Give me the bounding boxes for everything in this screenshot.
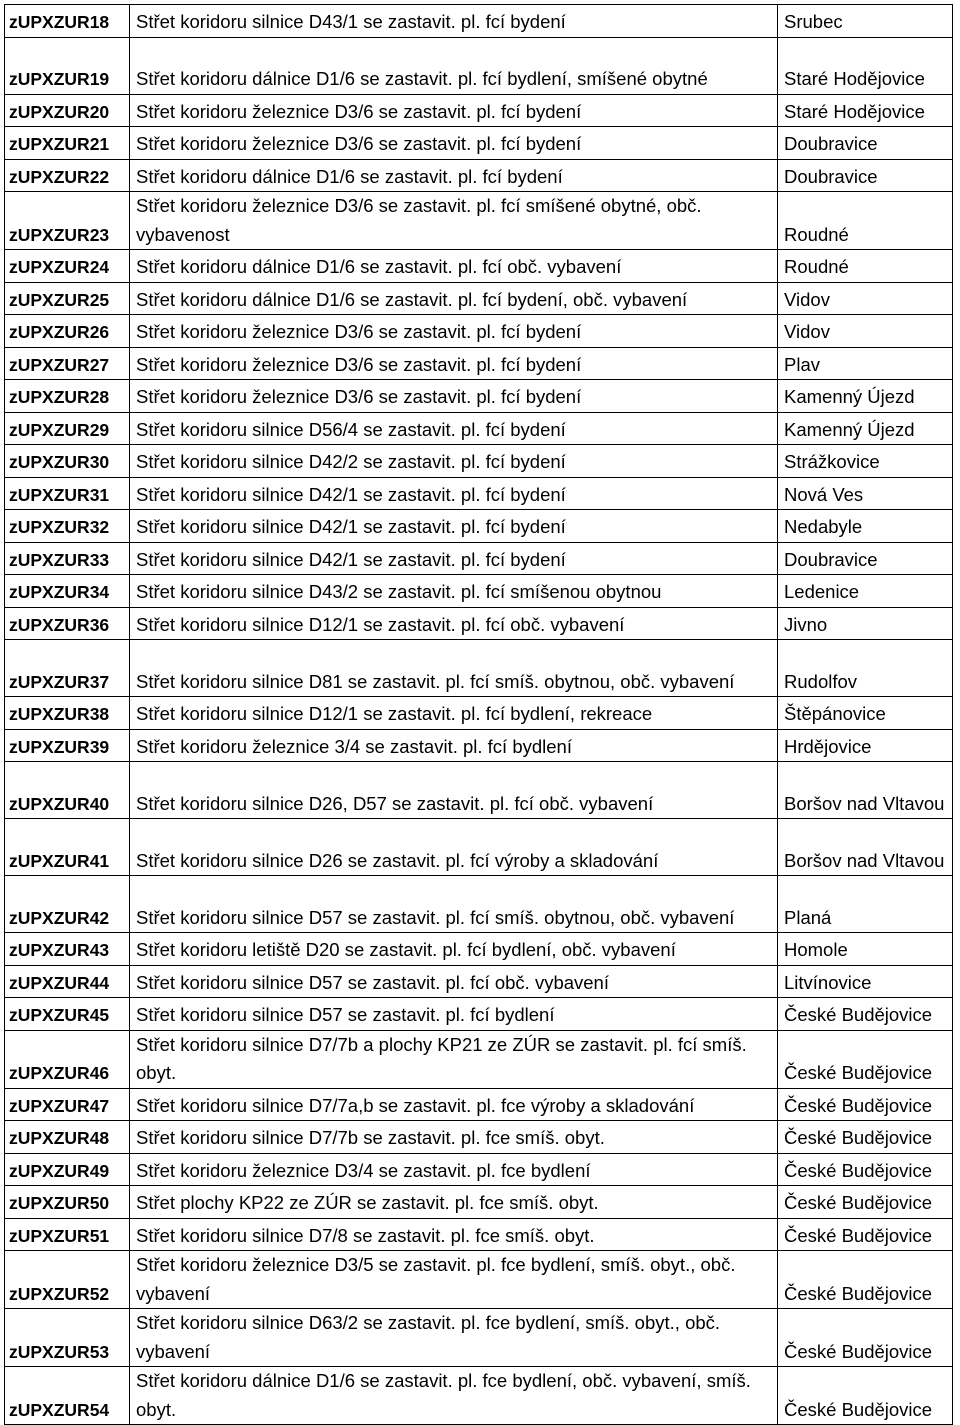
row-municipality: České Budějovice — [778, 1218, 953, 1251]
table-row — [5, 575, 953, 608]
row-description: Střet koridoru dálnice D1/6 se zastavit. pl. fce bydlení, obč. vybavení, smíš. obyt. — [130, 1367, 778, 1425]
row-municipality: České Budějovice — [778, 1309, 953, 1367]
row-code: zUPXZUR24 — [5, 250, 130, 283]
table-row — [5, 250, 953, 283]
table-row — [5, 1088, 953, 1121]
table-row — [5, 1030, 953, 1088]
row-municipality: České Budějovice — [778, 1153, 953, 1186]
row-municipality: České Budějovice — [778, 1030, 953, 1088]
table-row — [5, 998, 953, 1031]
row-municipality: Srubec — [778, 5, 953, 38]
table-row — [5, 282, 953, 315]
row-municipality: Hrdějovice — [778, 729, 953, 762]
row-code: zUPXZUR28 — [5, 380, 130, 413]
table-row — [5, 477, 953, 510]
row-municipality: Staré Hodějovice — [778, 37, 953, 94]
row-description: Střet koridoru železnice D3/6 se zastavit. pl. fcí bydení — [130, 127, 778, 160]
conflicts-table — [4, 4, 953, 1425]
row-code: zUPXZUR31 — [5, 477, 130, 510]
row-municipality: Litvínovice — [778, 965, 953, 998]
row-description: Střet koridoru dálnice D1/6 se zastavit. pl. fcí bydlení, smíšené obytné — [130, 37, 778, 94]
row-code: zUPXZUR19 — [5, 37, 130, 94]
row-municipality: Kamenný Újezd — [778, 380, 953, 413]
row-municipality: Staré Hodějovice — [778, 94, 953, 127]
table-row — [5, 697, 953, 730]
table-row — [5, 1121, 953, 1154]
row-code: zUPXZUR23 — [5, 192, 130, 250]
row-code: zUPXZUR37 — [5, 640, 130, 697]
row-municipality: Nová Ves — [778, 477, 953, 510]
row-municipality: Boršov nad Vltavou — [778, 762, 953, 819]
table-row — [5, 965, 953, 998]
table-row — [5, 1186, 953, 1219]
row-code: zUPXZUR22 — [5, 159, 130, 192]
row-description: Střet koridoru železnice D3/6 se zastavit. pl. fcí bydení — [130, 315, 778, 348]
row-municipality: Roudné — [778, 192, 953, 250]
row-code: zUPXZUR41 — [5, 819, 130, 876]
row-description: Střet koridoru dálnice D1/6 se zastavit. pl. fcí bydení, obč. vybavení — [130, 282, 778, 315]
row-code: zUPXZUR53 — [5, 1309, 130, 1367]
row-municipality: Doubravice — [778, 127, 953, 160]
row-description: Střet koridoru silnice D7/7a,b se zastavit. pl. fce výroby a skladování — [130, 1088, 778, 1121]
table-row — [5, 819, 953, 876]
table-row — [5, 412, 953, 445]
row-description: Střet koridoru železnice D3/6 se zastavit. pl. fcí bydení — [130, 347, 778, 380]
row-code: zUPXZUR45 — [5, 998, 130, 1031]
row-code: zUPXZUR27 — [5, 347, 130, 380]
row-code: zUPXZUR34 — [5, 575, 130, 608]
table-row — [5, 876, 953, 933]
row-description: Střet koridoru dálnice D1/6 se zastavit. pl. fcí bydení — [130, 159, 778, 192]
row-code: zUPXZUR44 — [5, 965, 130, 998]
row-code: zUPXZUR36 — [5, 607, 130, 640]
table-row — [5, 380, 953, 413]
table-row — [5, 37, 953, 94]
table-row — [5, 5, 953, 38]
row-municipality: Strážkovice — [778, 445, 953, 478]
row-municipality: Nedabyle — [778, 510, 953, 543]
table-row — [5, 1218, 953, 1251]
row-description: Střet koridoru železnice D3/5 se zastavit. pl. fce bydlení, smíš. obyt., obč. vybavení — [130, 1251, 778, 1309]
row-municipality: Roudné — [778, 250, 953, 283]
row-municipality: České Budějovice — [778, 1121, 953, 1154]
row-description: Střet koridoru silnice D7/7b a plochy KP21 ze ZÚR se zastavit. pl. fcí smíš. obyt. — [130, 1030, 778, 1088]
row-description: Střet koridoru silnice D12/1 se zastavit. pl. fcí obč. vybavení — [130, 607, 778, 640]
row-description: Střet koridoru silnice D57 se zastavit. pl. fcí smíš. obytnou, obč. vybavení — [130, 876, 778, 933]
row-description: Střet koridoru silnice D7/7b se zastavit. pl. fce smíš. obyt. — [130, 1121, 778, 1154]
row-description: Střet koridoru letiště D20 se zastavit. pl. fcí bydlení, obč. vybavení — [130, 933, 778, 966]
table-row — [5, 762, 953, 819]
row-description: Střet koridoru silnice D42/1 se zastavit. pl. fcí bydení — [130, 510, 778, 543]
row-code: zUPXZUR52 — [5, 1251, 130, 1309]
row-code: zUPXZUR39 — [5, 729, 130, 762]
row-description: Střet koridoru silnice D26 se zastavit. pl. fcí výroby a skladování — [130, 819, 778, 876]
row-municipality: Kamenný Újezd — [778, 412, 953, 445]
table-row — [5, 1309, 953, 1367]
row-municipality: Plav — [778, 347, 953, 380]
table-row — [5, 933, 953, 966]
table-row — [5, 1251, 953, 1309]
row-code: zUPXZUR43 — [5, 933, 130, 966]
row-municipality: České Budějovice — [778, 1251, 953, 1309]
table-row — [5, 542, 953, 575]
table-row — [5, 347, 953, 380]
row-municipality: Planá — [778, 876, 953, 933]
row-description: Střet koridoru silnice D57 se zastavit. pl. fcí obč. vybavení — [130, 965, 778, 998]
row-municipality: Jivno — [778, 607, 953, 640]
row-description: Střet koridoru silnice D26, D57 se zastavit. pl. fcí obč. vybavení — [130, 762, 778, 819]
row-municipality: Rudolfov — [778, 640, 953, 697]
row-description: Střet koridoru silnice D42/1 se zastavit. pl. fcí bydení — [130, 542, 778, 575]
row-code: zUPXZUR26 — [5, 315, 130, 348]
table-row — [5, 159, 953, 192]
table-row — [5, 729, 953, 762]
row-code: zUPXZUR21 — [5, 127, 130, 160]
row-municipality: České Budějovice — [778, 998, 953, 1031]
row-municipality: České Budějovice — [778, 1186, 953, 1219]
row-municipality: České Budějovice — [778, 1367, 953, 1425]
row-description: Střet koridoru železnice D3/4 se zastavit. pl. fce bydlení — [130, 1153, 778, 1186]
row-code: zUPXZUR32 — [5, 510, 130, 543]
row-description: Střet koridoru železnice D3/6 se zastavit. pl. fcí smíšené obytné, obč. vybavenost — [130, 192, 778, 250]
table-row — [5, 94, 953, 127]
row-description: Střet koridoru železnice D3/6 se zastavit. pl. fcí bydení — [130, 380, 778, 413]
row-municipality: Doubravice — [778, 542, 953, 575]
table-body — [5, 5, 953, 1425]
row-code: zUPXZUR33 — [5, 542, 130, 575]
table-row — [5, 607, 953, 640]
row-description: Střet koridoru železnice D3/6 se zastavit. pl. fcí bydení — [130, 94, 778, 127]
table-row — [5, 127, 953, 160]
row-code: zUPXZUR30 — [5, 445, 130, 478]
row-municipality: Vidov — [778, 315, 953, 348]
row-description: Střet koridoru silnice D42/1 se zastavit. pl. fcí bydení — [130, 477, 778, 510]
row-description: Střet koridoru silnice D81 se zastavit. pl. fcí smíš. obytnou, obč. vybavení — [130, 640, 778, 697]
row-description: Střet koridoru silnice D56/4 se zastavit. pl. fcí bydení — [130, 412, 778, 445]
row-description: Střet koridoru dálnice D1/6 se zastavit. pl. fcí obč. vybavení — [130, 250, 778, 283]
document-page — [4, 4, 953, 1425]
row-municipality: Štěpánovice — [778, 697, 953, 730]
row-code: zUPXZUR38 — [5, 697, 130, 730]
row-code: zUPXZUR46 — [5, 1030, 130, 1088]
table-row — [5, 640, 953, 697]
row-description: Střet koridoru silnice D57 se zastavit. pl. fcí bydlení — [130, 998, 778, 1031]
row-code: zUPXZUR50 — [5, 1186, 130, 1219]
row-code: zUPXZUR49 — [5, 1153, 130, 1186]
row-code: zUPXZUR54 — [5, 1367, 130, 1425]
row-code: zUPXZUR18 — [5, 5, 130, 38]
row-municipality: Boršov nad Vltavou — [778, 819, 953, 876]
row-code: zUPXZUR51 — [5, 1218, 130, 1251]
row-municipality: České Budějovice — [778, 1088, 953, 1121]
row-municipality: Vidov — [778, 282, 953, 315]
row-description: Střet koridoru silnice D43/2 se zastavit. pl. fcí smíšenou obytnou — [130, 575, 778, 608]
row-description: Střet koridoru železnice 3/4 se zastavit. pl. fcí bydlení — [130, 729, 778, 762]
row-code: zUPXZUR47 — [5, 1088, 130, 1121]
row-municipality: Homole — [778, 933, 953, 966]
row-code: zUPXZUR42 — [5, 876, 130, 933]
row-description: Střet plochy KP22 ze ZÚR se zastavit. pl. fce smíš. obyt. — [130, 1186, 778, 1219]
row-description: Střet koridoru silnice D7/8 se zastavit. pl. fce smíš. obyt. — [130, 1218, 778, 1251]
table-row — [5, 1367, 953, 1425]
row-description: Střet koridoru silnice D42/2 se zastavit. pl. fcí bydení — [130, 445, 778, 478]
table-row — [5, 315, 953, 348]
row-municipality: Doubravice — [778, 159, 953, 192]
row-description: Střet koridoru silnice D12/1 se zastavit. pl. fcí bydlení, rekreace — [130, 697, 778, 730]
row-code: zUPXZUR20 — [5, 94, 130, 127]
row-code: zUPXZUR29 — [5, 412, 130, 445]
row-municipality: Ledenice — [778, 575, 953, 608]
row-description: Střet koridoru silnice D63/2 se zastavit. pl. fce bydlení, smíš. obyt., obč. vybavení — [130, 1309, 778, 1367]
table-row — [5, 510, 953, 543]
table-row — [5, 1153, 953, 1186]
row-code: zUPXZUR25 — [5, 282, 130, 315]
table-row — [5, 445, 953, 478]
table-row — [5, 192, 953, 250]
row-code: zUPXZUR48 — [5, 1121, 130, 1154]
row-description: Střet koridoru silnice D43/1 se zastavit. pl. fcí bydení — [130, 5, 778, 38]
row-code: zUPXZUR40 — [5, 762, 130, 819]
